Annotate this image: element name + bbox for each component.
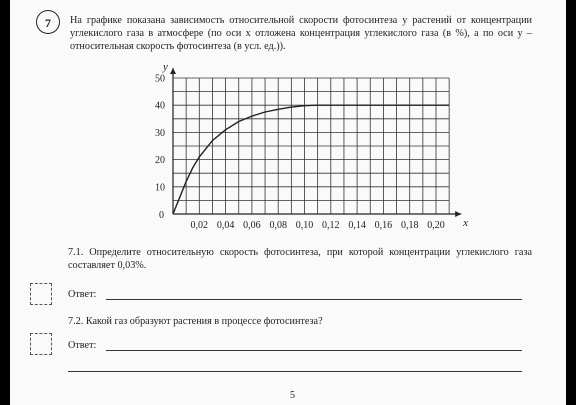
x-axis-label: x [463, 217, 469, 229]
x-tick-label: 0,06 [243, 220, 261, 231]
y-tick-label: 20 [155, 155, 165, 167]
y-tick-label: 10 [155, 182, 165, 194]
question-number-badge: 7 [36, 10, 60, 34]
answer-label-7-2: Ответ: [68, 340, 97, 351]
question-intro-text: На графике показана зависимость относительной скорости фотосинтеза у растений от концентрации углекислого газа в атмосфере (по оси x отложена концентрация углекислого газа (в %), а по оси y – относительная скорость фотосинтеза (в усл. ед.)). [70, 15, 532, 53]
answer-box-7-2[interactable] [30, 333, 52, 355]
chart-axes [170, 68, 461, 217]
x-tick-label: 0,18 [400, 220, 419, 231]
answer-line-7-2-extra[interactable] [68, 371, 522, 372]
y-tick-label: 40 [155, 100, 165, 112]
x-tick-label: 0,04 [216, 220, 235, 231]
x-tick-label: 0,14 [348, 220, 366, 231]
x-tick-label: 0,16 [374, 220, 393, 231]
y-tick-label: 30 [155, 127, 165, 139]
x-tick-label: 0,12 [322, 220, 340, 231]
x-tick-label: 0,10 [295, 220, 314, 231]
x-tick-label: 0,08 [269, 220, 287, 231]
answer-label-7-1: Ответ: [68, 289, 97, 300]
x-axis-arrow [455, 211, 461, 217]
chart-grid [173, 78, 449, 214]
chart-tick-labels [155, 74, 445, 232]
y-axis-label: y [163, 61, 168, 73]
task-7-2-text: 7.2. Какой газ образуют растения в процессе фотосинтеза? [68, 316, 323, 327]
answer-box-7-1[interactable] [30, 283, 52, 305]
exam-page [10, 0, 566, 405]
task-7-1-text: 7.1. Определите относительную скорость фотосинтеза, при которой концентрации углекислого газа составляет 0,03%. [68, 247, 532, 272]
x-tick-label: 0,20 [427, 220, 445, 231]
y-tick-label: 50 [155, 73, 165, 85]
answer-line-7-2[interactable] [106, 350, 522, 351]
x-tick-label: 0,02 [190, 220, 209, 231]
origin-label: 0 [159, 210, 164, 221]
page-number: 5 [290, 390, 295, 401]
answer-line-7-1[interactable] [106, 299, 522, 300]
y-axis-arrow [170, 68, 176, 74]
